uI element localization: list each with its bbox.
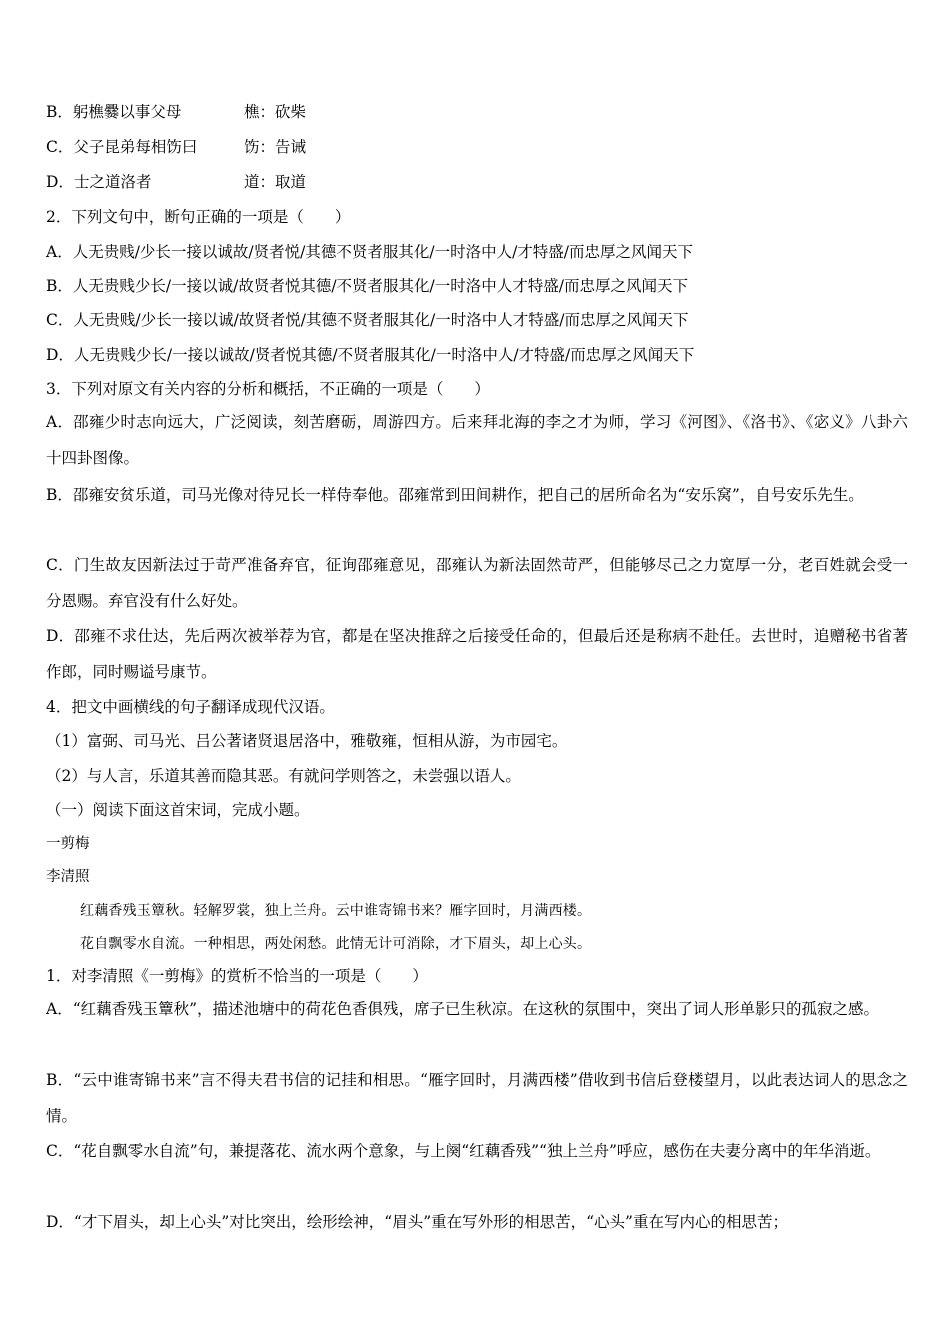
vocab-option-d-sentence: D．士之道洛者 (46, 173, 152, 191)
vocab-option-b-gloss: 樵：砍柴 (244, 103, 307, 121)
question-1-option-d: D．“才下眉头，却上心头”对比突出，绘形绘神，“眉头”重在写外形的相思苦，“心头”重在写内心的相思苦； (46, 1213, 788, 1231)
section-intro: （一）阅读下面这首宋词，完成小题。 (46, 801, 310, 819)
question-2-option-c: C．人无贵贱/少长一接以诚/故贤者悦/其德不贤者服其化/一时洛中人才特盛/而忠厚之风闻天下 (46, 311, 689, 329)
question-1-option-b: B．“云中谁寄锦书来”言不得夫君书信的记挂和相思。“雁字回时，月满西楼”借收到书信后登楼望月，以此表达词人的思念之情。 (46, 1071, 908, 1125)
question-3-option-b: B．邵雍安贫乐道，司马光像对待兄长一样侍奉他。邵雍常到田间耕作，把自己的居所命名为“安乐窝”，自号安乐先生。 (46, 486, 864, 504)
question-3-option-c: C．门生故友因新法过于苛严准备弃官，征询邵雍意见，邵雍认为新法固然苛严，但能够尽己之力宽厚一分，老百姓就会受一分恩赐。弃官没有什么好处。 (46, 556, 908, 610)
question-1-option-c: C．“花自飘零水自流”句，兼提落花、流水两个意象，与上阕“红藕香残”“独上兰舟”呼应，感伤在夫妻分离中的年华消逝。 (46, 1142, 881, 1160)
poem-title: 一剪梅 (46, 836, 90, 852)
question-1-stem: 1．对李清照《一剪梅》的赏析不恰当的一项是（ ） (46, 967, 428, 985)
question-2-option-a: A．人无贵贱/少长一接以诚故/贤者悦/其德不贤者服其化/一时洛中人/才特盛/而忠厚之风闻天下 (46, 243, 694, 261)
poem-line-2: 花自飘零水自流。一种相思，两处闲愁。此情无计可消除，才下眉头，却上心头。 (80, 936, 592, 952)
question-1-option-a: A．“红藕香残玉簟秋”，描述池塘中的荷花色香俱残，席子已生秋凉。在这秋的氛围中，突出了词人形单影只的孤寂之感。 (46, 1000, 880, 1018)
vocab-option-c-gloss: 饬：告诫 (244, 138, 307, 156)
question-2-option-d: D．人无贵贱少长/一接以诚故/贤者悦其德/不贤者服其化/一时洛中人/才特盛/而忠厚之风闻天下 (46, 346, 695, 364)
question-2-stem: 2．下列文句中，断句正确的一项是（ ） (46, 208, 351, 226)
question-3-stem: 3．下列对原文有关内容的分析和概括，不正确的一项是（ ） (46, 380, 490, 398)
question-4-item-1: （1）富弼、司马光、吕公著诸贤退居洛中，雅敬雍，恒相从游，为市园宅。 (46, 732, 568, 750)
vocab-option-b-sentence: B．躬樵爨以事父母 (46, 103, 182, 121)
vocab-option-c-sentence: C．父子昆弟每相饬曰 (46, 138, 198, 156)
question-4-item-2: （2）与人言，乐道其善而隐其恶。有就问学则答之，未尝强以语人。 (46, 767, 521, 785)
vocab-option-c (46, 137, 306, 157)
question-3-option-a: A．邵雍少时志向远大，广泛阅读，刻苦磨砺，周游四方。后来拜北海的李之才为师，学习《河图》、《洛书》、《宓义》八卦六十四卦图像。 (46, 413, 908, 467)
poet-name: 李清照 (46, 869, 90, 885)
question-3-option-d: D．邵雍不求仕达，先后两次被举荐为官，都是在坚决推辞之后接受任命的，但最后还是称病不赴任。去世时，追赠秘书省著作郎，同时赐谥号康节。 (46, 627, 908, 681)
poem-line-1: 红藕香残玉簟秋。轻解罗裳，独上兰舟。云中谁寄锦书来？雁字回时，月满西楼。 (80, 903, 592, 919)
question-2-option-b: B．人无贵贱少长/一接以诚/故贤者悦其德/不贤者服其化/一时洛中人才特盛/而忠厚之风闻天下 (46, 277, 689, 295)
vocab-option-b (46, 102, 306, 122)
vocab-option-d (46, 172, 306, 192)
question-4-stem: 4．把文中画横线的句子翻译成现代汉语。 (46, 698, 335, 716)
vocab-option-d-gloss: 道：取道 (244, 173, 307, 191)
